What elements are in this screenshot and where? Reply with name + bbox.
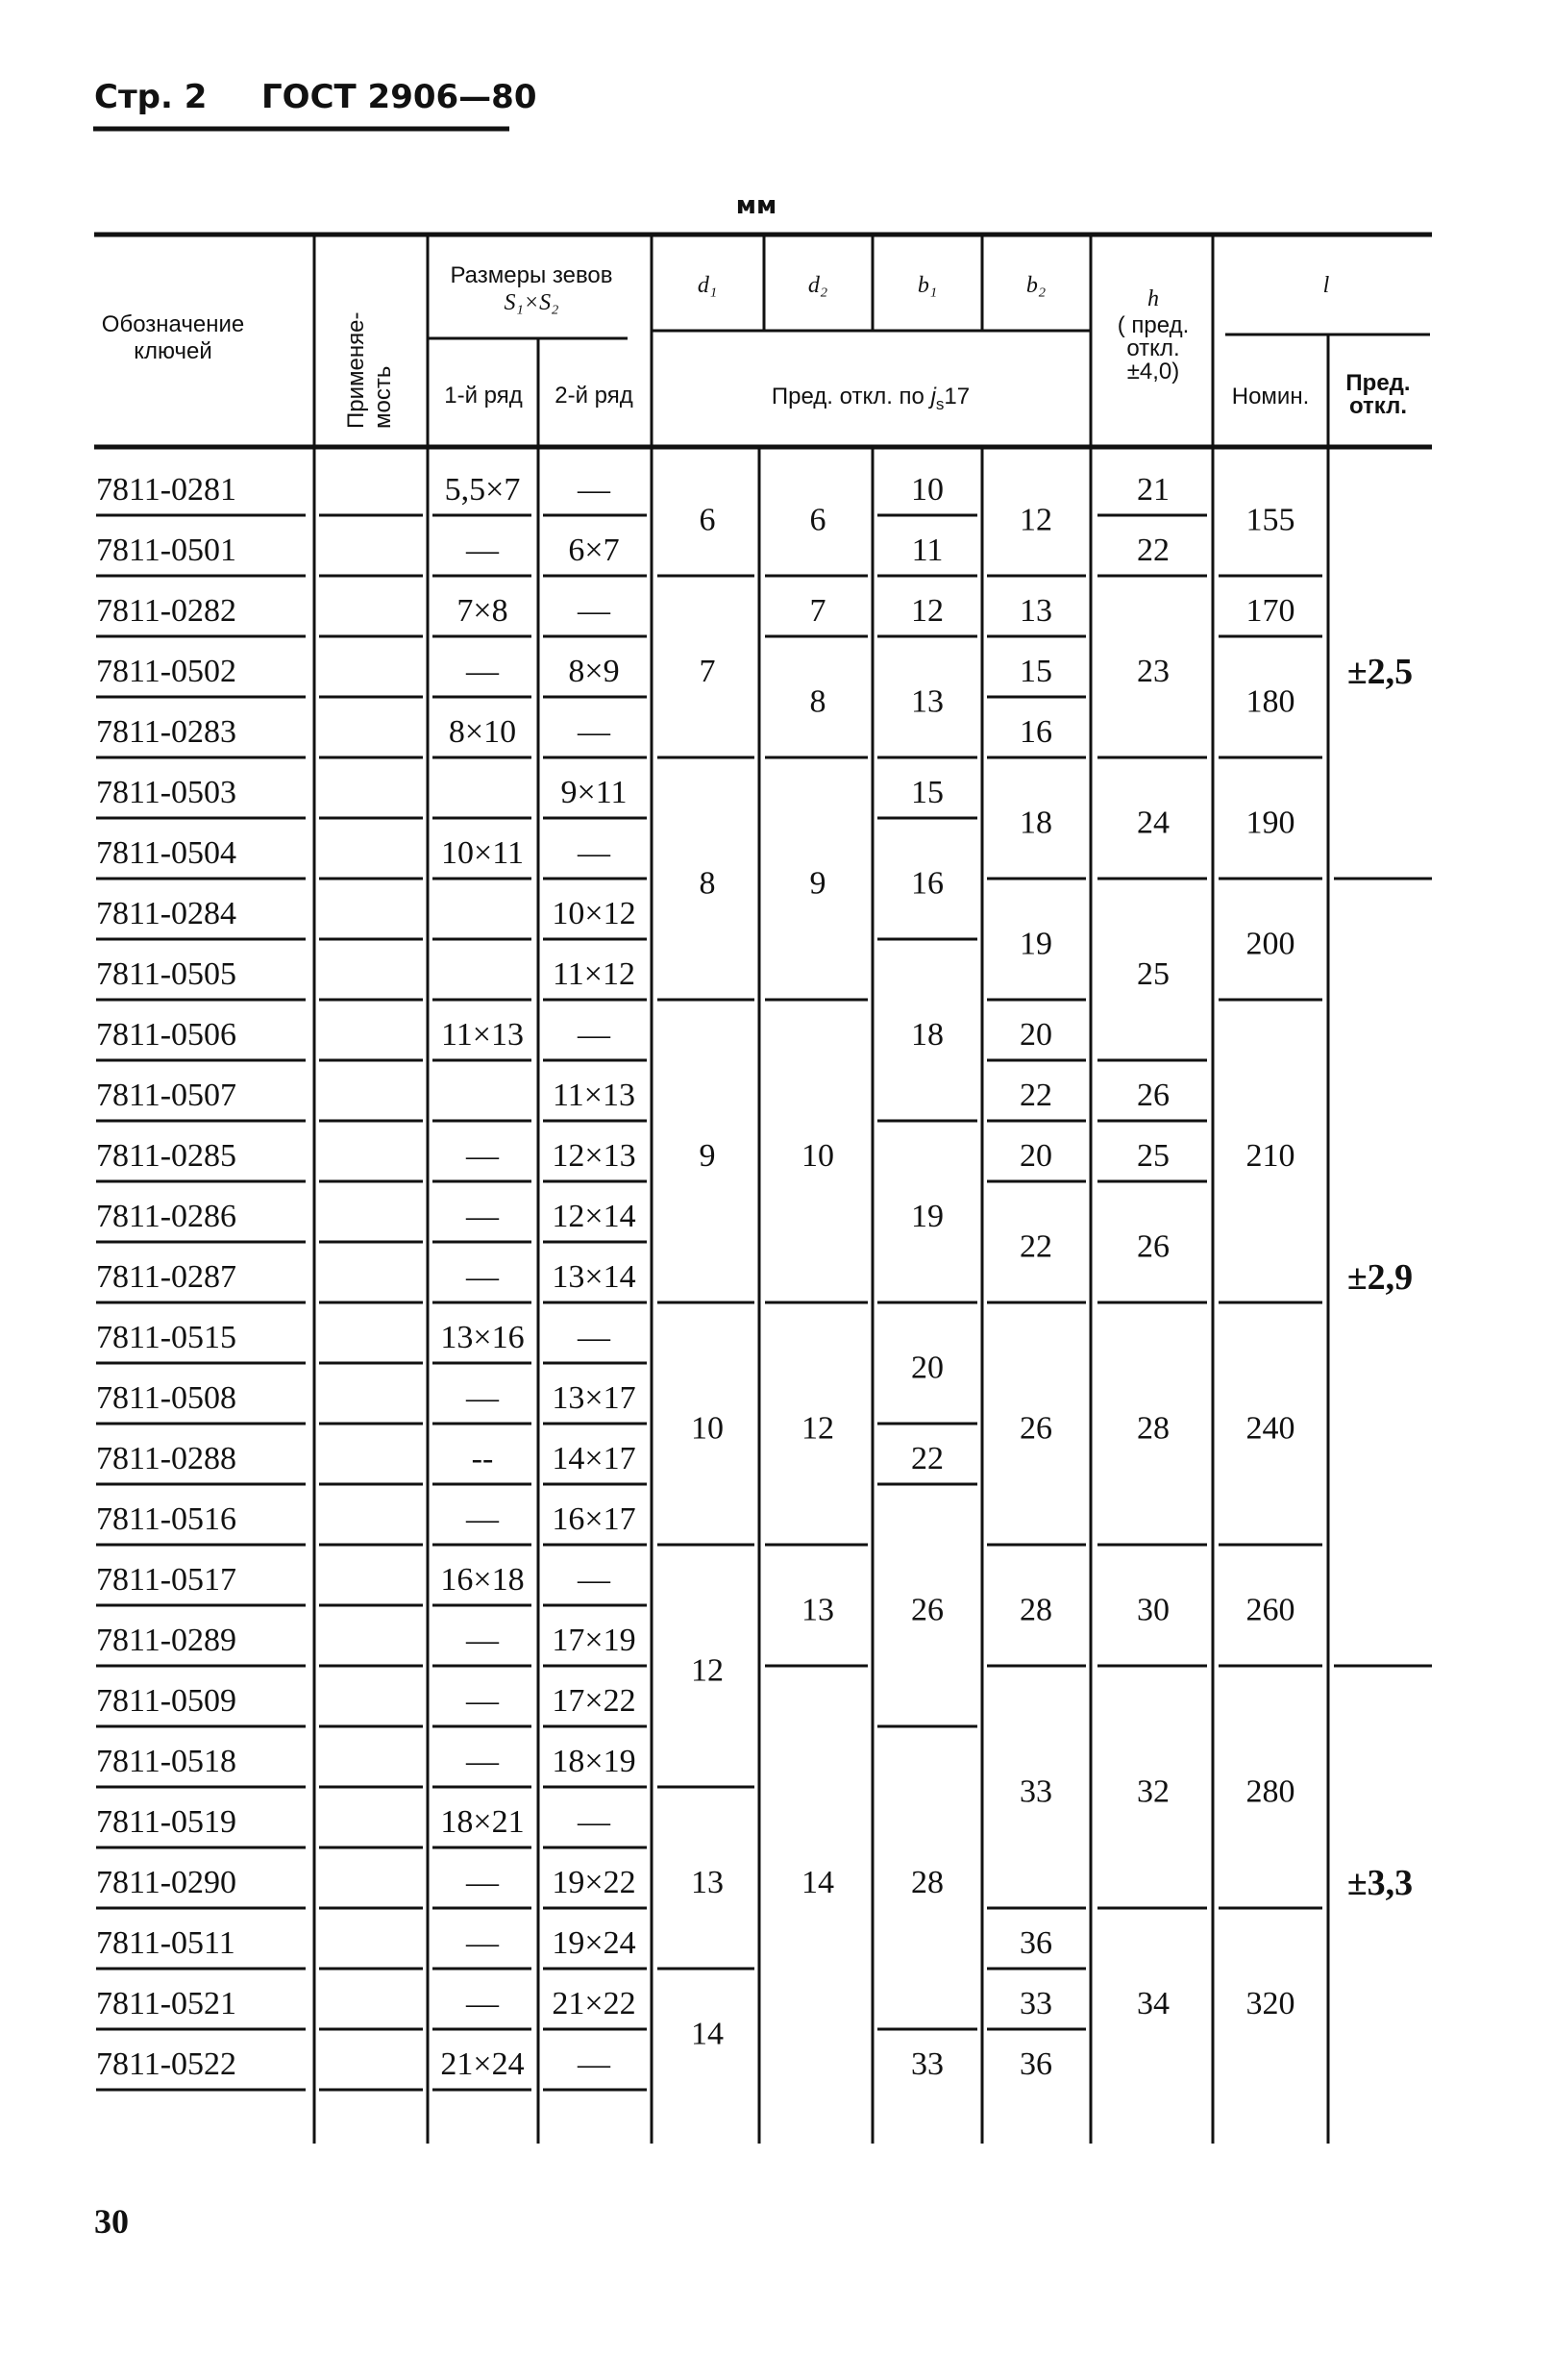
b2-cell: 33 xyxy=(1020,1986,1052,2021)
col-jaw-sizes-line2: S₁×S₂ xyxy=(504,290,559,315)
col-l-symbol: l xyxy=(1322,273,1330,298)
row2-cell: 9×11 xyxy=(560,775,628,810)
row2-cell: 13×14 xyxy=(552,1259,636,1295)
d2-cell: 10 xyxy=(801,1138,834,1174)
b2-cell: 19 xyxy=(1020,926,1052,962)
col-jaw-sizes-line1: Размеры зевов xyxy=(450,262,613,288)
d2-cell: 6 xyxy=(809,502,826,538)
page-label: Стр. 2 xyxy=(94,78,208,116)
col-b2: b₂ xyxy=(1025,273,1047,298)
l-tolerance-cell: ±2,9 xyxy=(1346,1257,1414,1298)
row2-cell: — xyxy=(578,472,610,508)
designation-cell: 7811-0290 xyxy=(96,1865,237,1900)
designation-cell: 7811-0508 xyxy=(96,1380,237,1416)
row1-cell: 13×16 xyxy=(440,1320,525,1355)
col-h-note-line2: откл. xyxy=(1126,335,1180,361)
designation-cell: 7811-0288 xyxy=(96,1441,237,1476)
l-nominal-cell: 190 xyxy=(1245,805,1295,841)
designation-cell: 7811-0509 xyxy=(96,1683,237,1719)
d1-cell: 6 xyxy=(699,502,716,538)
col-d2: d₂ xyxy=(807,273,828,298)
row1-cell: — xyxy=(466,1623,499,1658)
row1-cell: -- xyxy=(471,1441,494,1476)
col-b1: b₁ xyxy=(917,273,938,298)
d2-cell: 8 xyxy=(809,683,826,720)
designation-cell: 7811-0522 xyxy=(96,2046,237,2082)
d1-cell: 8 xyxy=(699,865,716,902)
d1-cell: 7 xyxy=(699,654,716,689)
designation-cell: 7811-0507 xyxy=(96,1078,237,1113)
b1-cell: 22 xyxy=(911,1441,944,1476)
b1-cell: 12 xyxy=(911,593,944,629)
b1-cell: 18 xyxy=(911,1017,944,1053)
col-js17-note: Пред. откл. по $j_s17$ xyxy=(771,384,971,413)
l-nominal-cell: 280 xyxy=(1245,1773,1295,1810)
col-l-tol-line1: Пред. xyxy=(1345,370,1411,396)
d1-cell: 12 xyxy=(691,1652,724,1689)
row1-cell: — xyxy=(466,1380,499,1416)
designation-cell: 7811-0515 xyxy=(96,1320,237,1355)
row2-cell: 16×17 xyxy=(552,1501,636,1537)
d1-cell: 10 xyxy=(691,1410,724,1447)
row2-cell: 14×17 xyxy=(552,1441,636,1476)
b1-cell: 10 xyxy=(911,472,944,508)
l-nominal-cell: 240 xyxy=(1245,1410,1295,1447)
l-nominal-cell: 320 xyxy=(1245,1986,1295,2021)
b2-cell: 22 xyxy=(1020,1228,1052,1265)
designation-cell: 7811-0289 xyxy=(96,1623,237,1658)
row1-cell: 16×18 xyxy=(440,1562,525,1598)
designation-cell: 7811-0502 xyxy=(96,654,237,689)
designation-cell: 7811-0284 xyxy=(96,896,237,931)
b1-cell: 16 xyxy=(911,865,944,902)
d1-cell: 14 xyxy=(691,2016,724,2052)
designation-cell: 7811-0287 xyxy=(96,1259,237,1295)
col-row2: 2-й ряд xyxy=(555,383,633,409)
d2-cell: 14 xyxy=(801,1865,834,1900)
row2-cell: 12×13 xyxy=(552,1138,636,1174)
col-usage-line2: мость xyxy=(370,365,396,429)
h-cell: 26 xyxy=(1137,1228,1170,1265)
col-usage-line1: Применяе- xyxy=(343,311,369,429)
row1-cell: — xyxy=(466,1925,499,1961)
d1-cell: 9 xyxy=(699,1138,716,1174)
row2-cell: 18×19 xyxy=(552,1744,636,1779)
l-nominal-cell: 210 xyxy=(1245,1138,1295,1174)
designation-cell: 7811-0505 xyxy=(96,956,237,992)
unit-label: мм xyxy=(735,191,777,220)
row1-cell: 10×11 xyxy=(441,835,524,871)
b2-cell: 36 xyxy=(1020,2046,1052,2082)
b2-cell: 15 xyxy=(1020,654,1052,689)
b2-cell: 26 xyxy=(1020,1410,1052,1447)
b2-cell: 20 xyxy=(1020,1138,1052,1174)
h-cell: 30 xyxy=(1137,1592,1170,1628)
designation-cell: 7811-0282 xyxy=(96,593,237,629)
col-h-note-line3: ±4,0) xyxy=(1126,359,1180,384)
h-cell: 32 xyxy=(1137,1773,1170,1810)
row2-cell: 6×7 xyxy=(568,533,620,568)
designation-cell: 7811-0281 xyxy=(96,472,237,508)
designation-cell: 7811-0506 xyxy=(96,1017,237,1053)
row1-cell: 21×24 xyxy=(440,2046,525,2082)
l-nominal-cell: 180 xyxy=(1245,683,1295,720)
col-row1: 1-й ряд xyxy=(444,383,523,409)
b1-cell: 20 xyxy=(911,1350,944,1386)
row2-cell: — xyxy=(578,1017,610,1053)
row2-cell: — xyxy=(578,2046,610,2082)
dimensions-table xyxy=(94,235,1432,2144)
b2-cell: 16 xyxy=(1020,714,1052,750)
row1-cell: — xyxy=(466,1501,499,1537)
row1-cell: — xyxy=(466,1259,499,1295)
row2-cell: 17×19 xyxy=(552,1623,636,1658)
b2-cell: 36 xyxy=(1020,1925,1052,1961)
row2-cell: 11×12 xyxy=(553,956,635,992)
row2-cell: 21×22 xyxy=(552,1986,636,2021)
d2-cell: 7 xyxy=(809,593,826,629)
d1-cell: 13 xyxy=(691,1865,724,1900)
d2-cell: 9 xyxy=(809,865,826,902)
col-h-note-line1: ( пред. xyxy=(1117,312,1190,338)
l-nominal-cell: 260 xyxy=(1245,1592,1295,1628)
d2-cell: 13 xyxy=(801,1592,834,1628)
row2-cell: 11×13 xyxy=(553,1078,635,1113)
h-cell: 26 xyxy=(1137,1078,1170,1113)
h-cell: 22 xyxy=(1137,533,1170,568)
b1-cell: 26 xyxy=(911,1592,944,1628)
row2-cell: — xyxy=(578,593,610,629)
row2-cell: 12×14 xyxy=(552,1199,636,1234)
row2-cell: 10×12 xyxy=(552,896,636,931)
row1-cell: — xyxy=(466,1986,499,2021)
d2-cell: 12 xyxy=(801,1410,834,1447)
col-designation-line1: Обозначение xyxy=(101,311,245,337)
b1-cell: 19 xyxy=(911,1199,944,1234)
row2-cell: — xyxy=(578,1320,610,1355)
row1-cell: — xyxy=(466,1865,499,1900)
col-h-symbol: h xyxy=(1147,286,1159,311)
h-cell: 24 xyxy=(1137,805,1170,841)
b1-cell: 13 xyxy=(911,683,944,720)
b2-cell: 13 xyxy=(1020,593,1052,629)
designation-cell: 7811-0503 xyxy=(96,775,237,810)
l-tolerance-cell: ±3,3 xyxy=(1346,1863,1414,1903)
row1-cell: — xyxy=(466,1683,499,1719)
designation-cell: 7811-0501 xyxy=(96,533,237,568)
h-cell: 23 xyxy=(1137,654,1170,689)
designation-cell: 7811-0283 xyxy=(96,714,237,750)
designation-cell: 7811-0511 xyxy=(96,1925,235,1961)
col-l-nominal: Номин. xyxy=(1231,384,1310,409)
page-number: 30 xyxy=(94,2202,129,2241)
l-nominal-cell: 170 xyxy=(1245,593,1295,629)
row1-cell: — xyxy=(466,1138,499,1174)
b2-cell: 12 xyxy=(1020,502,1052,538)
row1-cell: — xyxy=(466,654,499,689)
table-body xyxy=(96,472,1432,2090)
designation-cell: 7811-0519 xyxy=(96,1804,237,1840)
b1-cell: 33 xyxy=(911,2046,944,2082)
col-d1: d₁ xyxy=(697,273,718,298)
row2-cell: 19×24 xyxy=(552,1925,636,1961)
row1-cell: — xyxy=(466,1199,499,1234)
l-tolerance-cell: ±2,5 xyxy=(1346,652,1414,692)
h-cell: 21 xyxy=(1137,472,1170,508)
b1-cell: 11 xyxy=(911,533,944,568)
row2-cell: — xyxy=(578,835,610,871)
l-nominal-cell: 155 xyxy=(1245,502,1295,538)
designation-cell: 7811-0516 xyxy=(96,1501,237,1537)
b2-cell: 20 xyxy=(1020,1017,1052,1053)
designation-cell: 7811-0504 xyxy=(96,835,237,871)
h-cell: 34 xyxy=(1137,1986,1170,2021)
l-nominal-cell: 200 xyxy=(1245,926,1295,962)
row2-cell: — xyxy=(578,1804,610,1840)
row2-cell: 8×9 xyxy=(568,654,620,689)
col-designation-line2: ключей xyxy=(134,338,212,364)
row2-cell: 13×17 xyxy=(552,1380,636,1416)
designation-cell: 7811-0286 xyxy=(96,1199,237,1234)
col-l-tol-line2: откл. xyxy=(1348,393,1408,419)
row1-cell: — xyxy=(466,1744,499,1779)
row2-cell: — xyxy=(578,714,610,750)
row1-cell: 8×10 xyxy=(448,714,517,750)
row1-cell: — xyxy=(466,533,499,568)
b2-cell: 28 xyxy=(1020,1592,1052,1628)
designation-cell: 7811-0518 xyxy=(96,1744,237,1779)
b2-cell: 18 xyxy=(1020,805,1052,841)
h-cell: 25 xyxy=(1137,956,1170,992)
row1-cell: 11×13 xyxy=(441,1017,524,1053)
h-cell: 25 xyxy=(1137,1138,1170,1174)
row2-cell: — xyxy=(578,1562,610,1598)
row1-cell: 18×21 xyxy=(440,1804,525,1840)
row1-cell: 5,5×7 xyxy=(444,472,521,508)
row1-cell: 7×8 xyxy=(456,593,508,629)
designation-cell: 7811-0285 xyxy=(96,1138,237,1174)
standard-title: ГОСТ 2906—80 xyxy=(261,78,537,116)
b2-cell: 22 xyxy=(1020,1078,1052,1113)
row2-cell: 19×22 xyxy=(552,1865,636,1900)
designation-cell: 7811-0521 xyxy=(96,1986,237,2021)
b1-cell: 15 xyxy=(911,775,944,810)
b1-cell: 28 xyxy=(911,1865,944,1900)
b2-cell: 33 xyxy=(1020,1773,1052,1810)
h-cell: 28 xyxy=(1137,1410,1170,1447)
row2-cell: 17×22 xyxy=(552,1683,636,1719)
designation-cell: 7811-0517 xyxy=(96,1562,237,1598)
